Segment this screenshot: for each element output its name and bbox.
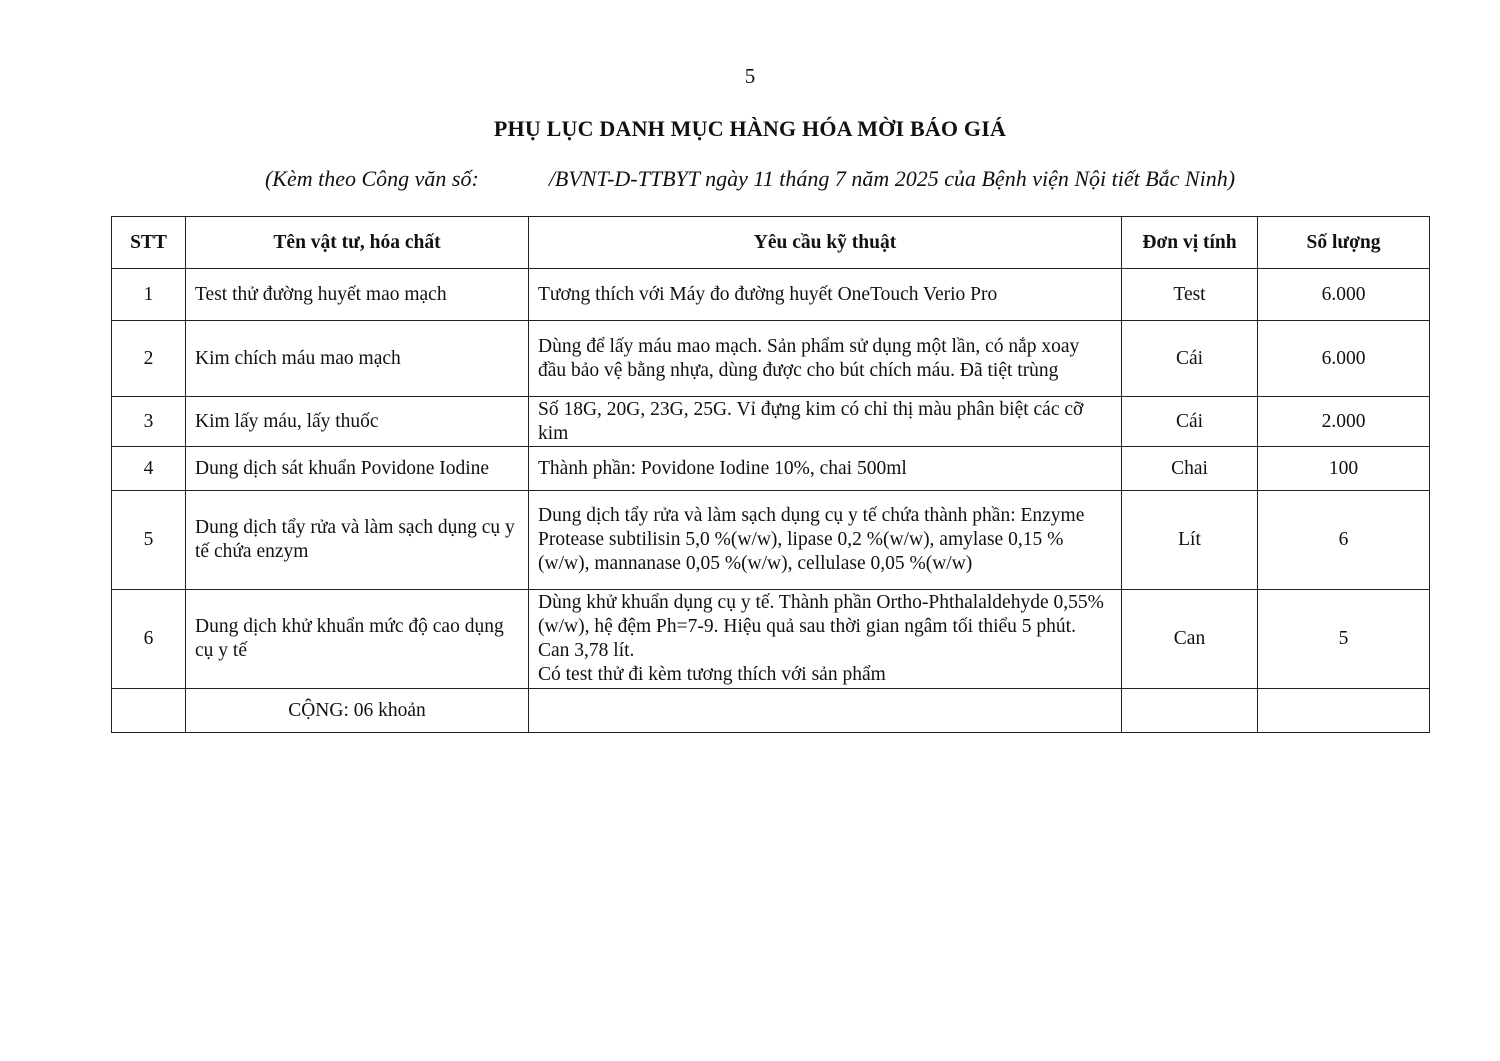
header-unit: Đơn vị tính [1122,217,1258,269]
row-name: Dung dịch tẩy rửa và làm sạch dụng cụ y tế chứa enzym [186,491,529,590]
header-requirement: Yêu cầu kỹ thuật [529,217,1122,269]
row-quantity: 100 [1258,447,1430,491]
row-name: Dung dịch sát khuẩn Povidone Iodine [186,447,529,491]
row-requirement: Tương thích với Máy đo đường huyết OneTouch Verio Pro [529,269,1122,321]
row-requirement: Dung dịch tẩy rửa và làm sạch dụng cụ y tế chứa thành phần: Enzyme Protease subtilisin 5,0 %(w/w), lipase 0,2 %(w/w), amylase 0,15 %(w/w), mannanase 0,05 %(w/w), cellulase 0,05 %(w/w) [529,491,1122,590]
subtitle-reference-detail: /BVNT-D-TTBYT ngày 11 tháng 7 năm 2025 của Bệnh viện Nội tiết Bắc Ninh) [548,166,1236,191]
row-stt: 5 [112,491,186,590]
document-title: PHỤ LỤC DANH MỤC HÀNG HÓA MỜI BÁO GIÁ [493,116,1007,141]
row-stt: 2 [112,321,186,397]
row-quantity: 6.000 [1258,269,1430,321]
table-row [112,321,1430,397]
page-number: 5 [744,64,756,88]
row-requirement: Thành phần: Povidone Iodine 10%, chai 500ml [529,447,1122,491]
row-stt: 4 [112,447,186,491]
table-row [112,590,1430,689]
total-requirement-empty [529,689,1122,733]
row-requirement [529,590,1122,689]
row-quantity: 6 [1258,491,1430,590]
row-requirement: Số 18G, 20G, 23G, 25G. Vỉ đựng kim có chỉ thị màu phân biệt các cỡ kim [529,397,1122,447]
row-quantity: 5 [1258,590,1430,689]
row-unit: Can [1122,590,1258,689]
row-quantity: 6.000 [1258,321,1430,397]
total-label: CỘNG: 06 khoản [186,689,529,733]
goods-table [111,216,1430,733]
total-unit-empty [1122,689,1258,733]
row-unit: Lít [1122,491,1258,590]
row-unit: Chai [1122,447,1258,491]
row-name: Kim lấy máu, lấy thuốc [186,397,529,447]
table-header-row [112,217,1430,269]
table-row [112,447,1430,491]
row-unit: Test [1122,269,1258,321]
row-name: Test thử đường huyết mao mạch [186,269,529,321]
row-requirement-extra: Có test thử đi kèm tương thích với sản phẩm [538,664,886,685]
row-stt: 6 [112,590,186,689]
table-row [112,269,1430,321]
table-total-row [112,689,1430,733]
row-stt: 1 [112,269,186,321]
total-stt-empty [112,689,186,733]
header-quantity: Số lượng [1258,217,1430,269]
row-name: Kim chích máu mao mạch [186,321,529,397]
document-subtitle [0,166,1500,192]
table-row [112,491,1430,590]
row-quantity: 2.000 [1258,397,1430,447]
row-unit: Cái [1122,397,1258,447]
row-name: Dung dịch khử khuẩn mức độ cao dụng cụ y tế [186,590,529,689]
table-row [112,397,1430,447]
header-name: Tên vật tư, hóa chất [186,217,529,269]
header-stt: STT [112,217,186,269]
row-requirement-text: Dùng khử khuẩn dụng cụ y tế. Thành phần Ortho-Phthalaldehyde 0,55%(w/w), hệ đệm Ph=7-9. Hiệu quả sau thời gian ngâm tối thiểu 5 phút. Can 3,78 lít. [538,592,1104,661]
total-quantity-empty [1258,689,1430,733]
row-stt: 3 [112,397,186,447]
row-requirement: Dùng để lấy máu mao mạch. Sản phẩm sử dụng một lần, có nắp xoay đầu bảo vệ bằng nhựa, dùng được cho bút chích máu. Đã tiệt trùng [529,321,1122,397]
row-unit: Cái [1122,321,1258,397]
subtitle-reference-label: (Kèm theo Công văn số: [264,166,479,191]
